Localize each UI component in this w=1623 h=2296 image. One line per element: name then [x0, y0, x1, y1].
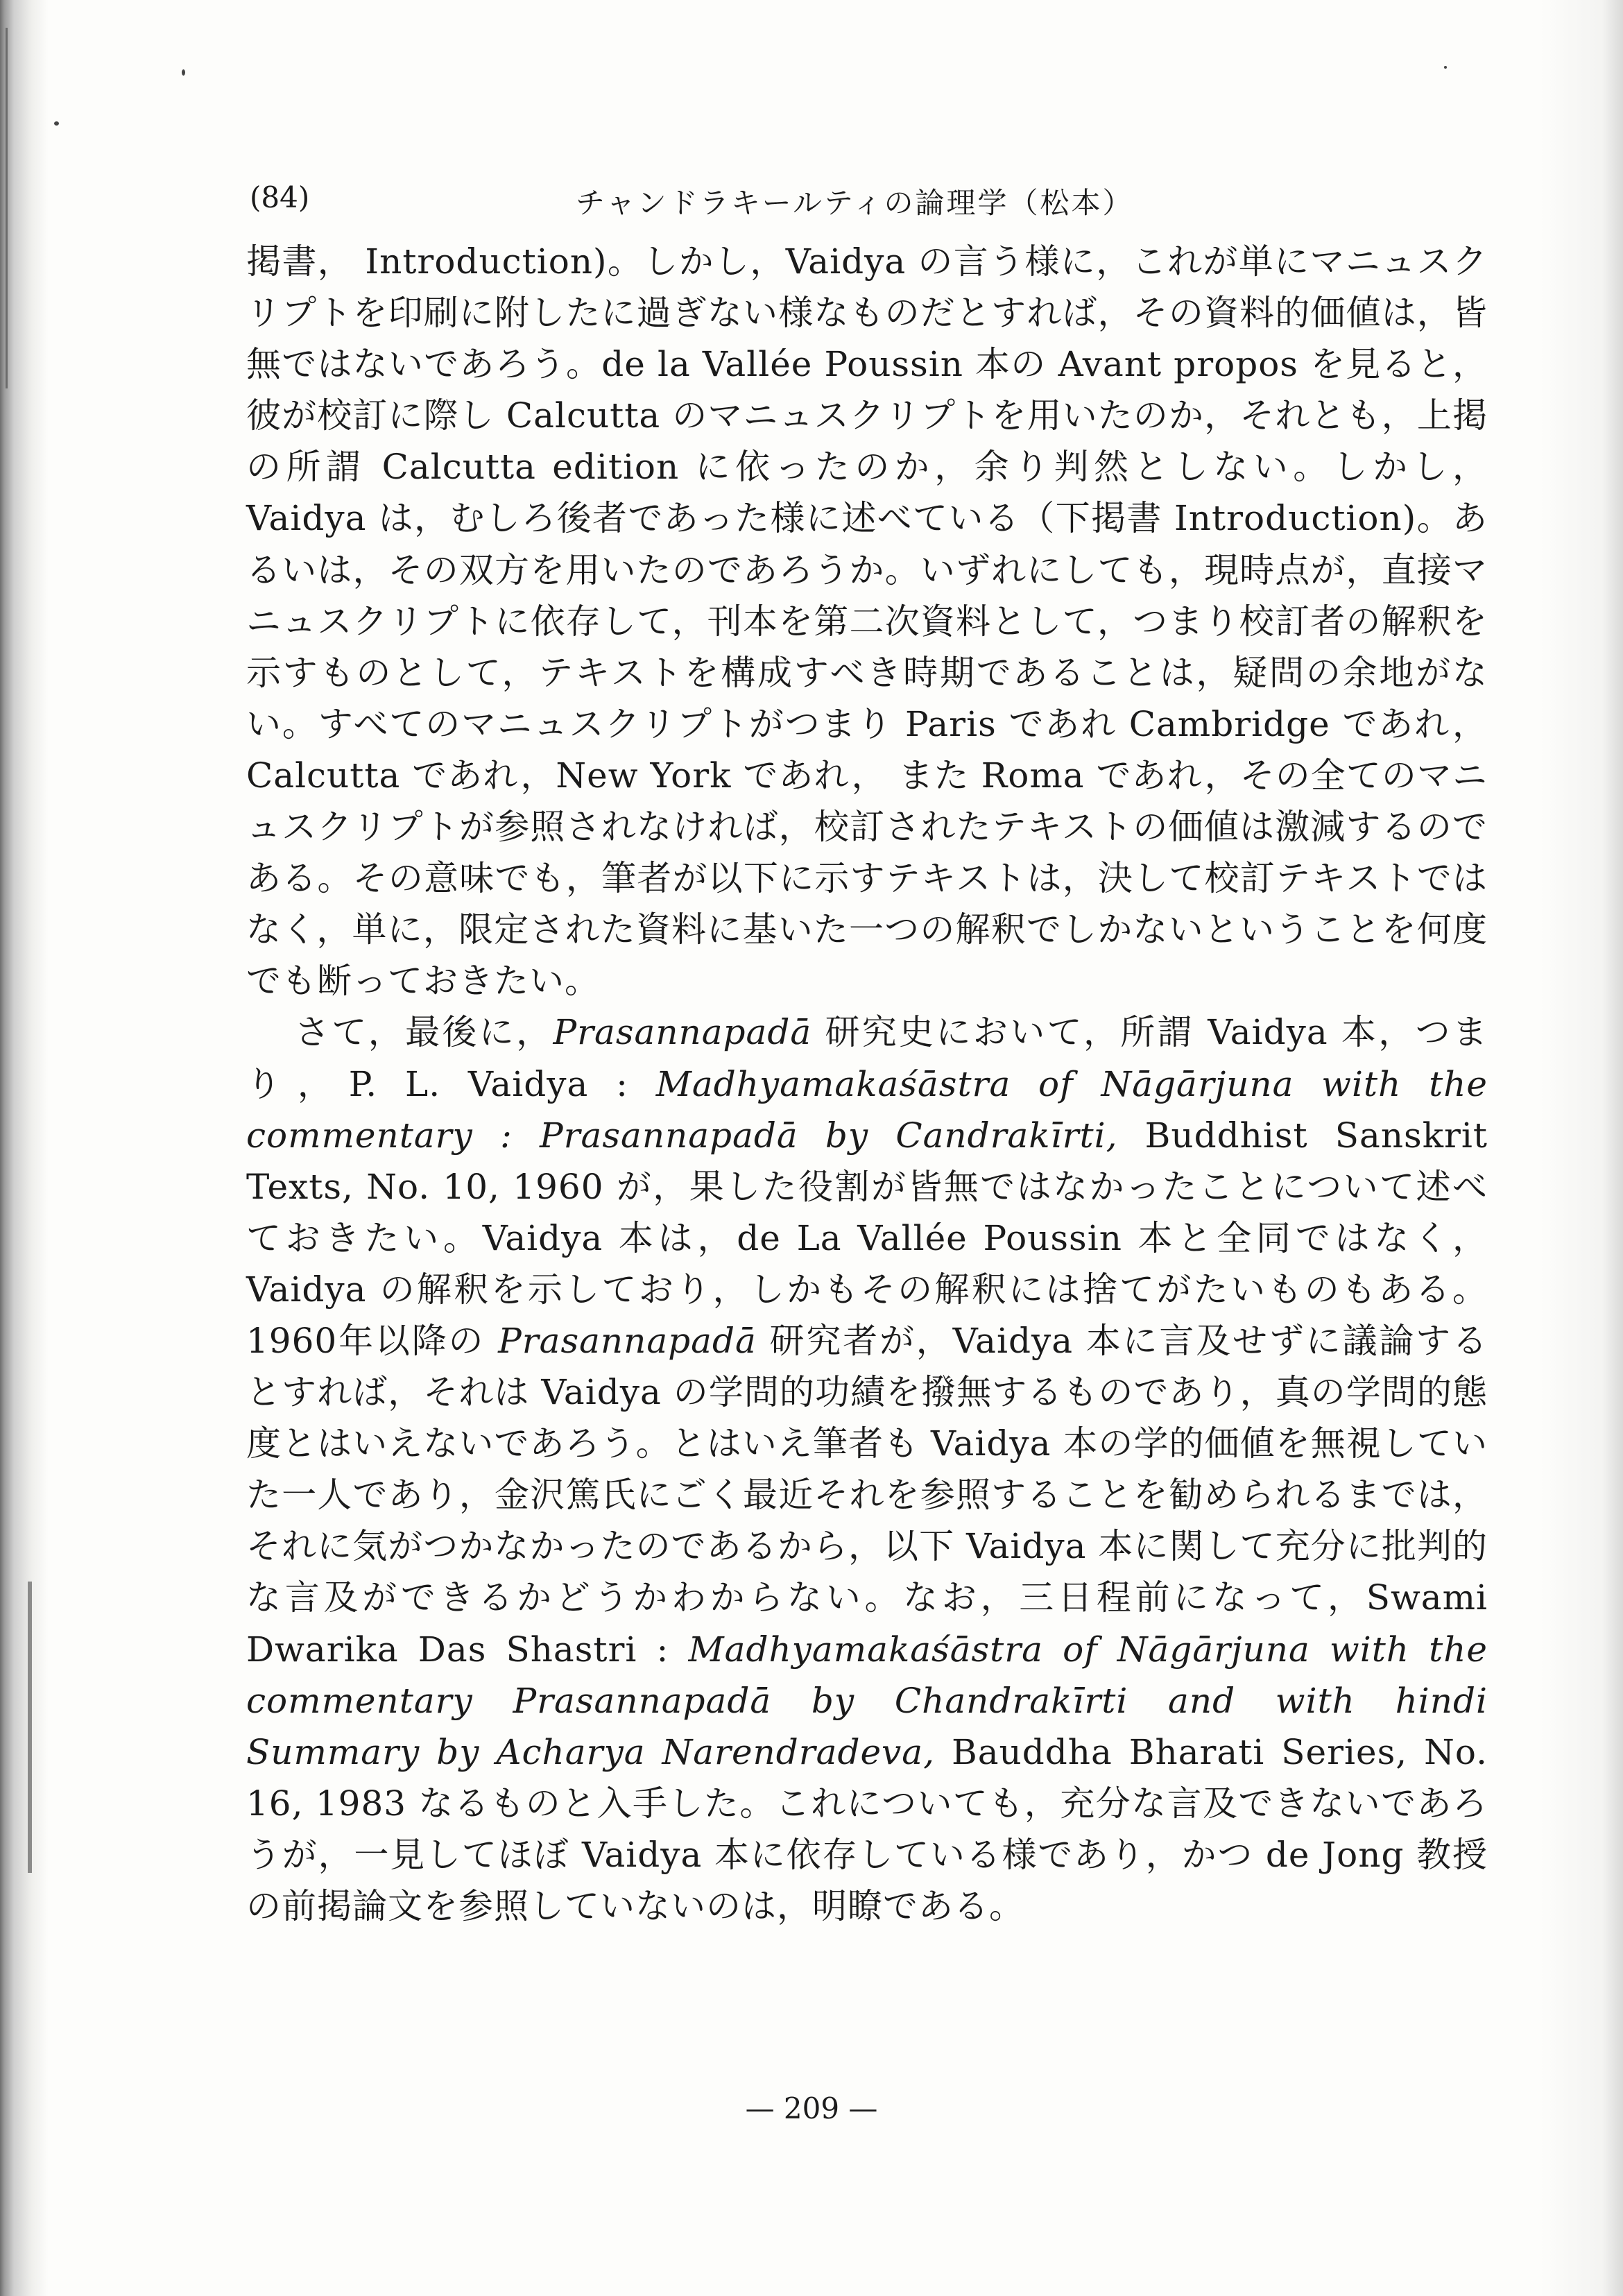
body-text [246, 236, 1488, 1932]
p2-text: 研究者が，Vaidya 本に言及せずに議論するとすれば，それは Vaidya の学問的功績を撥無するものであり，真の学問的態度とはいえないであろう。とはいえ筆者も Vaidya 本の学的価値を無視していた一人であり，金沢篤氏にごく最近それを参照することを勧められるまでは，それに気がつかなかったのであるから，以下 Vaidya 本に関して充分に批判的な言及ができるかどうかわからない。なお，三日程前になって，Swami Dwarika Das Shastri : [246, 1320, 1488, 1670]
p2-text: Buddhist Sanskrit Texts, No. 10, 1960 が，果した役割が皆無ではなかったことについて述べておきたい。Vaidya 本は，de La Vallée Poussin 本と全同ではなく， Vaidya の解釈を示しており，しかもその解釈には捨てがたいものもある。1960年以降の [246, 1115, 1488, 1361]
scan-binding-edge [0, 0, 49, 2296]
p2-italic-title: Madhyamakaśāstra of Nāgārjuna with the commentary Prasannapadā by Chandrakīrti and with hindi Summary by Acharya Narendradeva, [246, 1629, 1488, 1772]
paragraph-2 [246, 1006, 1488, 1932]
scan-speck [182, 69, 185, 76]
binding-shadow-streak [28, 1582, 32, 1873]
p2-italic-title: Madhyamakaśāstra of Nāgārjuna with the commentary : Prasannapadā by Candrakīrti, [246, 1063, 1488, 1156]
page-folio: — 209 — [745, 2091, 878, 2125]
running-header [250, 173, 1380, 229]
scan-speck [54, 121, 59, 126]
scan-right-edge [1540, 0, 1623, 2296]
header-page-number: (84) [250, 180, 310, 214]
running-title: チャンドラキールティの論理学（松本） [576, 186, 1134, 220]
p2-text: Bauddha Bharati Series, No. 16, 1983 なるものと入手した。これについても，充分な言及できないであろうが，一見してほぼ Vaidya 本に依存している様であり，かつ de Jong 教授の前掲論文を参照していないのは，明瞭である。 [246, 1731, 1488, 1926]
scan-speck [1444, 66, 1447, 69]
p2-text: 研究史において，所謂 Vaidya 本，つまり，P. L. Vaidya : [246, 1012, 1488, 1104]
p2-text: さて，最後に， [295, 1012, 553, 1053]
paragraph-1: 掲書， Introduction)。しかし，Vaidya の言う様に，これが単にマニュスクリプトを印刷に附したに過ぎない様なものだとすれば，その資料的価値は，皆無ではないであろう。de la Vallée Poussin 本の Avant propos を見ると，彼が校訂に際し Calcutta のマニュスクリプトを用いたのか，それとも，上掲の所謂 Calcutta edition に依ったのか，余り判然としない。しかし，Vaidya は，むしろ後者であった様に述べている（下掲書 Introduction)。あるいは，その双方を用いたのであろうか。いずれにしても，現時点が，直接マニュスクリプトに依存して，刊本を第二次資料として，つまり校訂者の解釈を示すものとして，テキストを構成すべき時期であることは，疑問の余地がない。すべてのマニュスクリプトがつまり Paris であれ Cambridge であれ，Calcutta であれ，New York であれ， また Roma であれ，その全てのマニュスクリプトが参照されなければ，校訂されたテキストの価値は激減するのである。その意味でも，筆者が以下に示すテキストは，決して校訂テキストではなく，単に，限定された資料に基いた一つの解釈でしかないということを何度でも断っておきたい。 [246, 241, 1488, 1002]
p2-italic-title: Prasannapadā [498, 1320, 757, 1361]
p2-italic-title: Prasannapadā [553, 1012, 812, 1053]
binding-shadow-streak [6, 28, 8, 388]
